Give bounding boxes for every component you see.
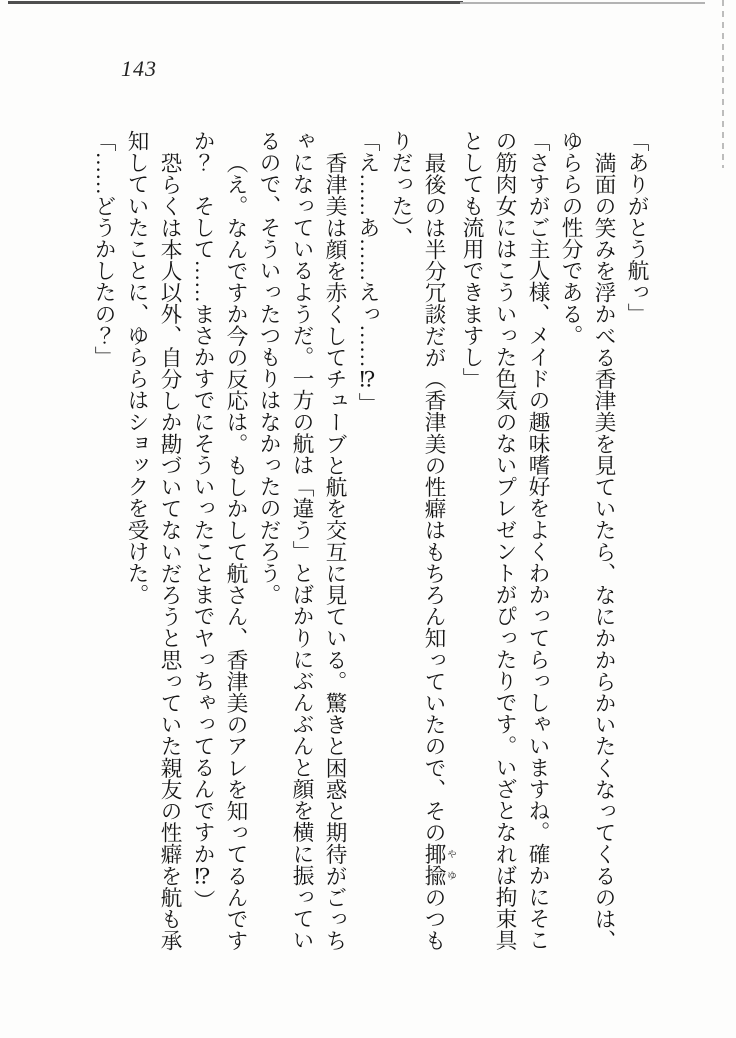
scan-artifact-top-edge-faint bbox=[460, 2, 705, 4]
paragraph-1: 「ありがとう航っ」 bbox=[625, 130, 649, 325]
paragraph-7: （え。なんですか今の反応は。もしかして航さん、香津美のアレを知ってるんですか？ そして……まさかすでにそういったことまでヤっちゃってるんですか⁉） bbox=[191, 130, 248, 951]
page-number: 143 bbox=[121, 56, 157, 81]
paragraph-3: 「さすがご主人様、メイドの趣味嗜好をよくわかってらっしゃいますね。確かにそこの筋肉女にはこういった色気のないプレゼントがぴったりです。いざとなれば拘束具としても流用できますし」 bbox=[460, 130, 550, 951]
paragraph-6: 香津美は顔を赤くしてチューブと航を交互に見ている。驚きと困惑と期待がごっちゃになっているようだ。一方の航は「違う」とばかりにぶんぶんと顔を横に振っているので、そういったつもりはなかったのだろう。 bbox=[257, 130, 347, 951]
paragraph-5: 「え……あ……えっ……⁉」 bbox=[356, 130, 380, 415]
paragraph-4: 最後のは半分冗談だが（香津美の性癖はもちろん知っていたので、その揶揄 やゆのつもりだった）、 bbox=[389, 130, 455, 951]
scan-artifact-top-edge-dark bbox=[8, 1, 463, 4]
paragraph-9: 「……どうかしたの？」 bbox=[92, 130, 116, 368]
scan-artifact-right-edge bbox=[722, 0, 724, 168]
paragraph-8: 恐らくは本人以外、自分しか勘づいてないだろうと思っていた親友の性癖を航も承知していたことに、ゆららはショックを受けた。 bbox=[125, 130, 182, 951]
paragraph-2: 満面の笑みを浮かべる香津美を見ていたら、なにかからかいたくなってくるのは、ゆららの性分である。 bbox=[559, 130, 616, 951]
vertical-body-text bbox=[87, 130, 653, 953]
ruby-annotated-word: 揶揄 やゆ bbox=[422, 842, 455, 886]
